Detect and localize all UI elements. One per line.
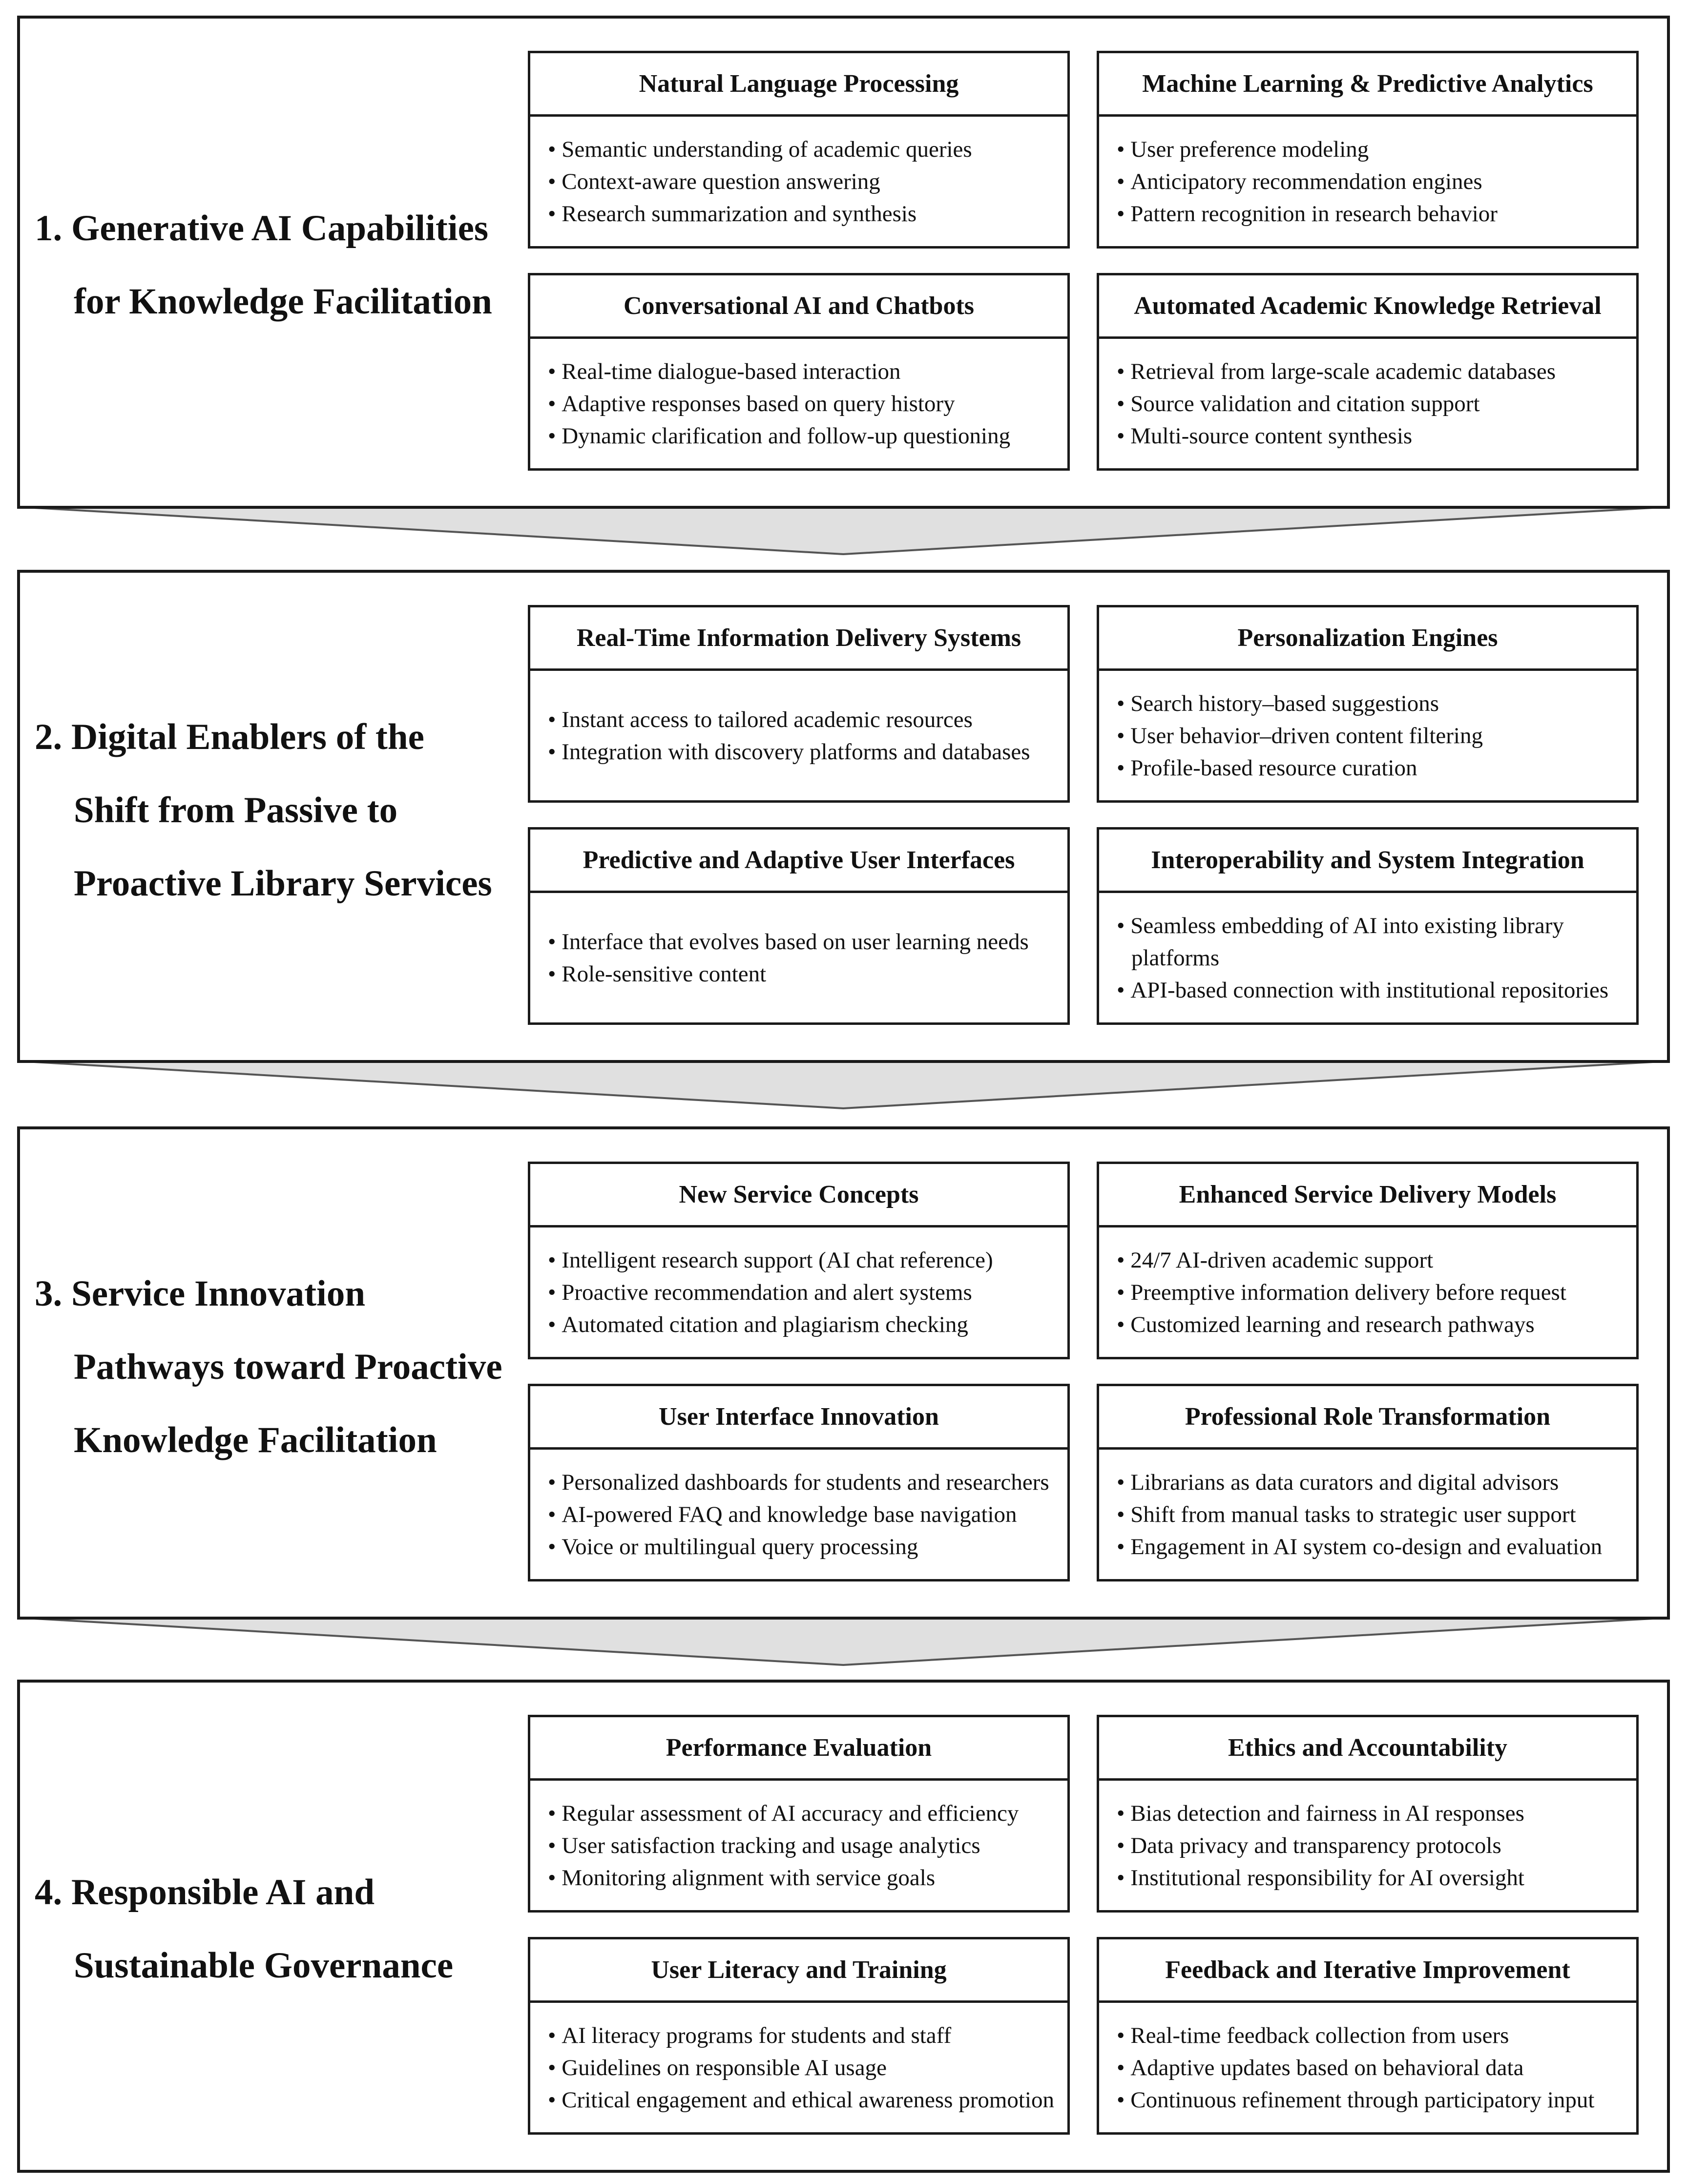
- bullet-item: • Real-time dialogue-based interaction: [548, 355, 1059, 388]
- section-responsible-ai-governance: [17, 1680, 1670, 2173]
- section-title-line: for Knowledge Facilitation: [74, 281, 492, 322]
- bullet-item: • User behavior–driven content filtering: [1117, 720, 1627, 752]
- bullet-item: • Profile-based resource curation: [1117, 752, 1627, 784]
- box-body: [1099, 2003, 1636, 2132]
- box-body: [1099, 893, 1636, 1022]
- box-header: Enhanced Service Delivery Models: [1099, 1164, 1636, 1227]
- box-body: [1099, 117, 1636, 246]
- box-feedback-iterative-improvement: [1097, 1937, 1639, 2135]
- section-title-line: Sustainable Governance: [74, 1945, 454, 1986]
- box-header: Interoperability and System Integration: [1099, 830, 1636, 893]
- bullet-item: • Voice or multilingual query processing: [548, 1531, 1059, 1563]
- section-title: [35, 1257, 533, 1477]
- box-predictive-adaptive-interfaces: [528, 827, 1070, 1025]
- bullet-item: • Librarians as data curators and digital advisors: [1117, 1466, 1627, 1498]
- box-automated-knowledge-retrieval: [1097, 273, 1639, 471]
- bullet-item: • AI-powered FAQ and knowledge base navigation: [548, 1498, 1059, 1531]
- box-professional-role-transformation: [1097, 1384, 1639, 1581]
- box-user-literacy-training: [528, 1937, 1070, 2135]
- section-title-line: 4. Responsible AI and: [35, 1872, 375, 1913]
- bullet-item: • Continuous refinement through participatory input: [1117, 2084, 1627, 2116]
- bullet-item: • AI literacy programs for students and staff: [548, 2019, 1059, 2052]
- section-title-line: Pathways toward Proactive: [74, 1347, 502, 1387]
- box-body: [1099, 1227, 1636, 1357]
- bullet-item: • Anticipatory recommendation engines: [1117, 166, 1627, 198]
- bullet-item: • Regular assessment of AI accuracy and efficiency: [548, 1797, 1059, 1830]
- bullet-item: • Customized learning and research pathways: [1117, 1309, 1627, 1341]
- box-natural-language-processing: [528, 51, 1070, 249]
- box-header: Personalization Engines: [1099, 607, 1636, 671]
- section-generative-ai-capabilities: [17, 16, 1670, 509]
- down-arrow-connector: [17, 1616, 1670, 1670]
- bullet-item: • Integration with discovery platforms and databases: [548, 736, 1059, 768]
- section-title: [35, 1856, 533, 2002]
- bullet-item: • Critical engagement and ethical awareness promotion: [548, 2084, 1059, 2116]
- box-new-service-concepts: [528, 1162, 1070, 1359]
- bullet-item: • Guidelines on responsible AI usage: [548, 2052, 1059, 2084]
- bullet-item: • Research summarization and synthesis: [548, 198, 1059, 230]
- bullet-item: • Seamless embedding of AI into existing library platforms: [1117, 910, 1627, 974]
- section-title-line: 1. Generative AI Capabilities: [35, 208, 489, 249]
- section-title-line: Knowledge Facilitation: [74, 1420, 437, 1460]
- bullet-item: • Monitoring alignment with service goals: [548, 1862, 1059, 1894]
- box-ethics-accountability: [1097, 1715, 1639, 1913]
- bullet-item: • Data privacy and transparency protocols: [1117, 1830, 1627, 1862]
- box-body: [530, 2003, 1067, 2132]
- box-header: Feedback and Iterative Improvement: [1099, 1939, 1636, 2003]
- box-user-interface-innovation: [528, 1384, 1070, 1581]
- box-header: Automated Academic Knowledge Retrieval: [1099, 275, 1636, 339]
- bullet-item: • Multi-source content synthesis: [1117, 420, 1627, 452]
- down-arrow-connector: [17, 505, 1670, 559]
- box-header: Real-Time Information Delivery Systems: [530, 607, 1067, 671]
- bullet-item: • Institutional responsibility for AI oversight: [1117, 1862, 1627, 1894]
- box-interoperability-integration: [1097, 827, 1639, 1025]
- box-performance-evaluation: [528, 1715, 1070, 1913]
- box-header: New Service Concepts: [530, 1164, 1067, 1227]
- bullet-item: • Real-time feedback collection from users: [1117, 2019, 1627, 2052]
- box-body: [1099, 339, 1636, 468]
- bullet-item: • API-based connection with institutional repositories: [1117, 974, 1627, 1006]
- section-title: [35, 701, 533, 920]
- bullet-item: • Proactive recommendation and alert systems: [548, 1276, 1059, 1309]
- box-machine-learning-predictive-analytics: [1097, 51, 1639, 249]
- section-title-line: 2. Digital Enablers of the: [35, 717, 424, 757]
- bullet-item: • Instant access to tailored academic resources: [548, 704, 1059, 736]
- bullet-item: • Role-sensitive content: [548, 958, 1059, 990]
- box-body: [530, 117, 1067, 246]
- box-body: [530, 1781, 1067, 1910]
- bullet-item: • Pattern recognition in research behavior: [1117, 198, 1627, 230]
- box-enhanced-service-delivery: [1097, 1162, 1639, 1359]
- box-body: [530, 1227, 1067, 1357]
- box-body: [530, 1450, 1067, 1579]
- bullet-item: • Personalized dashboards for students and researchers: [548, 1466, 1059, 1498]
- bullet-item: • Source validation and citation support: [1117, 388, 1627, 420]
- box-personalization-engines: [1097, 605, 1639, 803]
- bullet-item: • Search history–based suggestions: [1117, 687, 1627, 720]
- bullet-item: • Intelligent research support (AI chat reference): [548, 1244, 1059, 1276]
- box-header: Performance Evaluation: [530, 1717, 1067, 1781]
- bullet-item: • 24/7 AI-driven academic support: [1117, 1244, 1627, 1276]
- bullet-item: • Shift from manual tasks to strategic user support: [1117, 1498, 1627, 1531]
- bullet-item: • Retrieval from large-scale academic databases: [1117, 355, 1627, 388]
- box-body: [1099, 671, 1636, 800]
- bullet-item: • User satisfaction tracking and usage analytics: [548, 1830, 1059, 1862]
- bullet-item: • User preference modeling: [1117, 133, 1627, 166]
- section-title-line: Proactive Library Services: [74, 863, 492, 904]
- box-header: Natural Language Processing: [530, 53, 1067, 117]
- box-body: [1099, 1450, 1636, 1579]
- box-header: User Interface Innovation: [530, 1386, 1067, 1450]
- box-conversational-ai-chatbots: [528, 273, 1070, 471]
- box-header: Conversational AI and Chatbots: [530, 275, 1067, 339]
- bullet-item: • Dynamic clarification and follow-up questioning: [548, 420, 1059, 452]
- bullet-item: • Semantic understanding of academic queries: [548, 133, 1059, 166]
- box-body: [530, 339, 1067, 468]
- bullet-item: • Bias detection and fairness in AI responses: [1117, 1797, 1627, 1830]
- box-real-time-information-delivery: [528, 605, 1070, 803]
- bullet-item: • Interface that evolves based on user learning needs: [548, 926, 1059, 958]
- bullet-item: • Engagement in AI system co-design and evaluation: [1117, 1531, 1627, 1563]
- section-title-line: Shift from Passive to: [74, 790, 398, 831]
- bullet-item: • Automated citation and plagiarism checking: [548, 1309, 1059, 1341]
- down-arrow-connector: [17, 1060, 1670, 1113]
- section-digital-enablers: [17, 570, 1670, 1063]
- bullet-item: • Adaptive updates based on behavioral data: [1117, 2052, 1627, 2084]
- box-body: [530, 671, 1067, 800]
- bullet-item: • Adaptive responses based on query history: [548, 388, 1059, 420]
- box-header: Professional Role Transformation: [1099, 1386, 1636, 1450]
- box-header: User Literacy and Training: [530, 1939, 1067, 2003]
- box-header: Machine Learning & Predictive Analytics: [1099, 53, 1636, 117]
- box-header: Ethics and Accountability: [1099, 1717, 1636, 1781]
- section-title: [35, 192, 533, 338]
- section-title-line: 3. Service Innovation: [35, 1273, 366, 1314]
- bullet-item: • Context-aware question answering: [548, 166, 1059, 198]
- bullet-item: • Preemptive information delivery before request: [1117, 1276, 1627, 1309]
- box-body: [530, 893, 1067, 1022]
- box-body: [1099, 1781, 1636, 1910]
- box-header: Predictive and Adaptive User Interfaces: [530, 830, 1067, 893]
- section-service-innovation: [17, 1126, 1670, 1620]
